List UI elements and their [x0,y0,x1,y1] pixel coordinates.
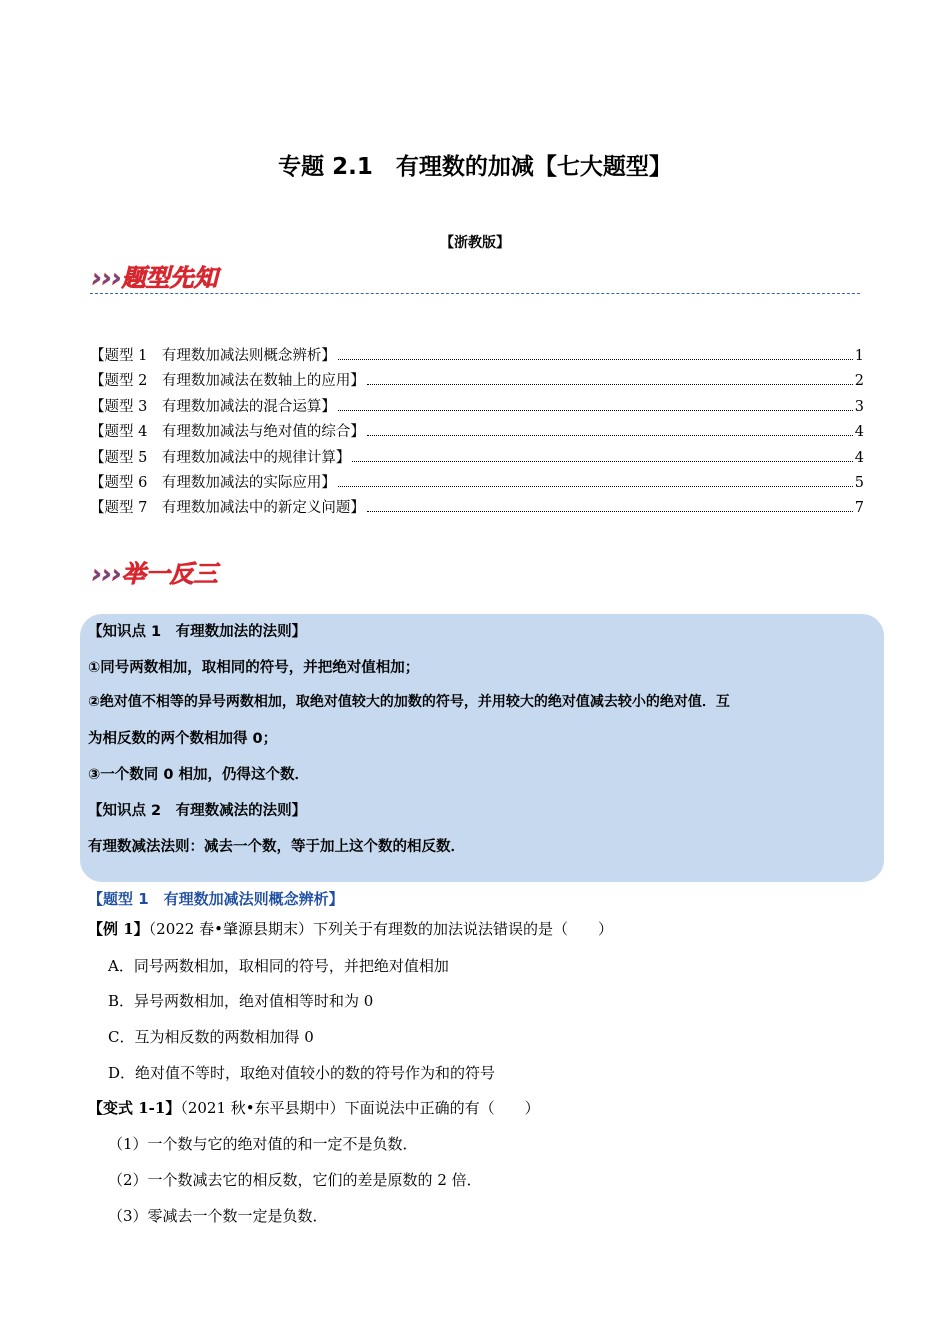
statement-1: （1）一个数与它的绝对值的和一定不是负数． [108,1135,418,1153]
toc-item-label: 【题型 4 有理数加减法与绝对值的综合】 [90,424,365,441]
option-c: C．互为相反数的两数相加得 0 [108,1028,314,1046]
toc-item[interactable] [90,395,864,420]
toc-item-page: 4 [854,449,864,466]
section-heading: 【题型 1 有理数加减法则概念辨析】 [88,890,344,908]
toc-item[interactable] [90,420,864,445]
toc-item[interactable] [90,344,864,369]
toc-leader [367,384,853,385]
toc-item-label: 【题型 7 有理数加减法中的新定义问题】 [90,500,365,517]
toc-leader [352,461,852,462]
toc-item-page: 4 [854,424,864,441]
option-b: B．异号两数相加，绝对值相等时和为 0 [108,992,374,1010]
edition-label: 【浙教版】 [440,235,510,251]
toc-leader [338,410,853,411]
toc-item[interactable] [90,369,864,394]
toc-item[interactable] [90,446,864,471]
toc-item[interactable] [90,496,864,521]
knowledge-1-rule-2: ②绝对值不相等的异号两数相加，取绝对值较大的加数的符号，并用较大的绝对值减去较小的绝对值．互 [88,694,730,710]
toc-banner-text: ›››题型先知 [92,264,218,292]
toc-banner [90,256,260,296]
toc-leader [367,435,853,436]
toc-item-label: 【题型 5 有理数加减法中的规律计算】 [90,449,351,466]
toc-item-page: 5 [854,474,864,491]
variant-text: （2021 秋•东平县期中）下面说法中正确的有（ ） [180,1099,540,1117]
toc-item-page: 7 [854,500,864,517]
example-text: （2022 春•肇源县期末）下列关于有理数的加法说法错误的是（ ） [148,920,613,938]
statement-3: （3）零减去一个数一定是负数． [108,1207,328,1225]
practice-banner [90,552,260,592]
toc-leader [338,486,853,487]
example-label: 【例 1】 [88,920,149,938]
toc-item-label: 【题型 1 有理数加减法则概念辨析】 [90,348,336,364]
knowledge-1-rule-2-cont: 为相反数的两个数相加得 0； [88,731,278,747]
option-d: D．绝对值不等时，取绝对值较小的数的符号作为和的符号 [108,1064,496,1082]
example-1 [88,918,613,939]
toc-item[interactable] [90,471,864,496]
toc-item-label: 【题型 6 有理数加减法的实际应用】 [90,474,336,491]
page-title: 专题 2.1 有理数的加减【七大题型】 [278,154,672,180]
knowledge-2-rule: 有理数减法法则：减去一个数，等于加上这个数的相反数． [88,839,465,855]
divider [90,293,860,294]
toc-item-label: 【题型 2 有理数加减法在数轴上的应用】 [90,373,365,390]
option-a: A．同号两数相加，取相同的符号，并把绝对值相加 [108,957,449,975]
knowledge-1-title: 【知识点 1 有理数加法的法则】 [88,624,307,640]
practice-banner-text: ›››举一反三 [92,560,218,588]
knowledge-2-title: 【知识点 2 有理数减法的法则】 [88,803,307,819]
knowledge-1-rule-3: ③一个数同 0 相加，仍得这个数． [88,767,309,783]
toc-item-page: 2 [854,373,864,390]
knowledge-1-rule-1: ①同号两数相加，取相同的符号，并把绝对值相加； [88,660,420,676]
variant-label: 【变式 1-1】 [88,1099,181,1117]
toc-item-page: 3 [854,398,864,415]
table-of-contents [90,344,864,522]
variant-1-1 [88,1097,540,1118]
toc-item-label: 【题型 3 有理数加减法的混合运算】 [90,398,336,415]
statement-2: （2）一个数减去它的相反数，它们的差是原数的 2 倍． [108,1171,482,1189]
toc-leader [338,359,853,360]
toc-item-page: 1 [854,348,864,364]
toc-leader [367,511,853,512]
